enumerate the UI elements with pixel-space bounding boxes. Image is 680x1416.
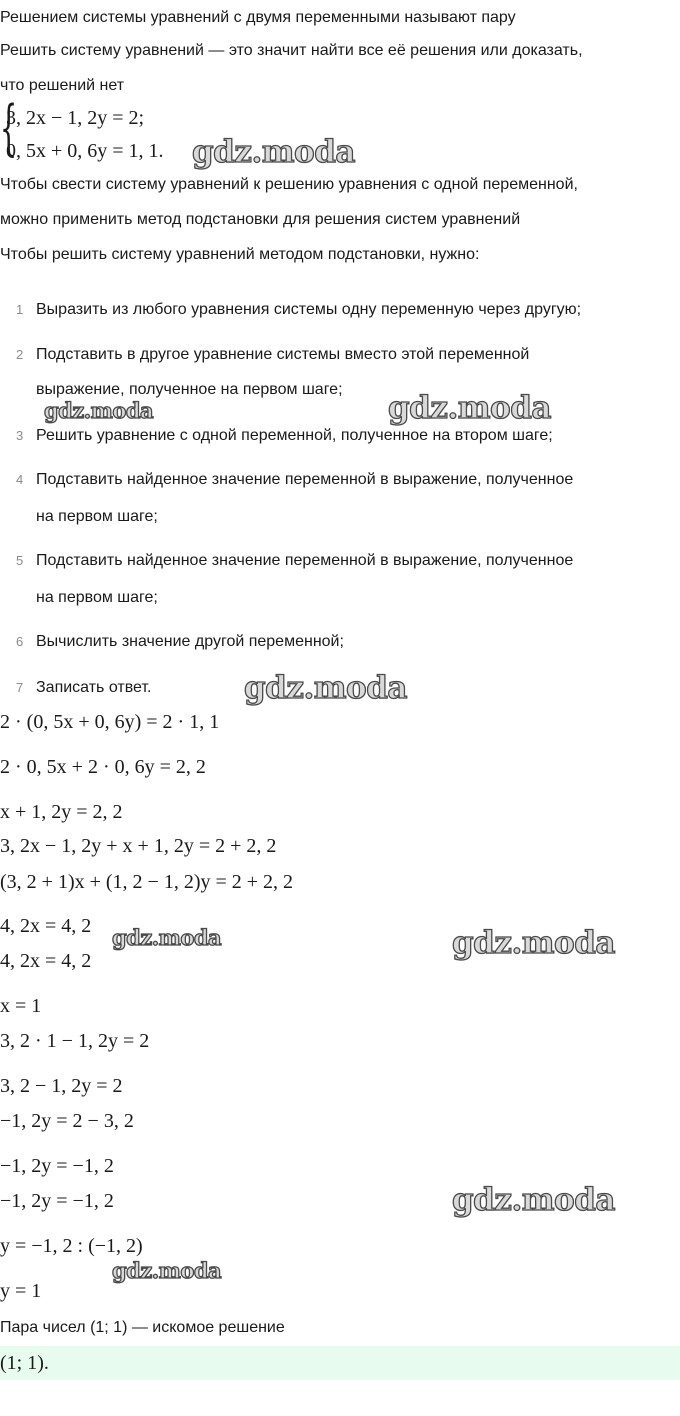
- watermark-logo: gdz.moda: [44, 398, 154, 423]
- equation-system: [0, 93, 200, 166]
- step-text: Вычислить значение другой переменной;: [36, 633, 344, 650]
- solution-line: 4, 2x = 4, 2: [0, 915, 92, 937]
- solution-line: x + 1, 2y = 2, 2: [0, 801, 123, 823]
- solution-line: y = 1: [0, 1280, 42, 1302]
- step-number: 7: [16, 680, 24, 695]
- watermark-logo: gdz.moda: [112, 1258, 222, 1283]
- step-number: 6: [16, 634, 24, 649]
- step-text: Решить уравнение с одной переменной, полученное на втором шаге;: [36, 427, 553, 444]
- watermark-logo: gdz.moda: [192, 134, 355, 170]
- solution-line: 3, 2 · 1 − 1, 2y = 2: [0, 1030, 150, 1052]
- step-number: 4: [16, 472, 24, 487]
- solution-line: (3, 2 + 1)x + (1, 2 − 1, 2)y = 2 + 2, 2: [0, 871, 294, 893]
- step-text: Выразить из любого уравнения системы одну переменную через другую;: [36, 301, 582, 318]
- step-text: выражение, полученное на первом шаге;: [36, 381, 343, 398]
- step-text: Подставить в другое уравнение системы вместо этой переменной: [36, 346, 530, 363]
- watermark-logo: gdz.moda: [452, 1182, 615, 1218]
- solution-line: −1, 2y = −1, 2: [0, 1155, 114, 1177]
- watermark-logo: gdz.moda: [244, 670, 407, 706]
- step-text: на первом шаге;: [36, 508, 158, 525]
- step-text: на первом шаге;: [36, 589, 158, 606]
- intro-line-1: Решением системы уравнений с двумя переменными называют пару: [0, 9, 516, 26]
- step-text: Записать ответ.: [36, 679, 152, 696]
- conclusion-text: Пара чисел (1; 1) — искомое решение: [0, 1319, 285, 1336]
- step-number: 2: [16, 347, 24, 362]
- system-brace: {: [0, 93, 18, 163]
- solution-line: 2 · 0, 5x + 2 · 0, 6y = 2, 2: [0, 756, 206, 778]
- answer-box: [0, 1346, 680, 1380]
- solution-line: x = 1: [0, 995, 42, 1017]
- step-number: 3: [16, 428, 24, 443]
- watermark-logo: gdz.moda: [452, 925, 615, 961]
- solution-line: 3, 2x − 1, 2y + x + 1, 2y = 2 + 2, 2: [0, 835, 277, 857]
- solution-line: 4, 2x = 4, 2: [0, 950, 92, 972]
- watermark-logo: gdz.moda: [112, 925, 222, 950]
- method-line-3: Чтобы решить систему уравнений методом подстановки, нужно:: [0, 246, 480, 263]
- step-number: 1: [16, 302, 24, 317]
- method-line-1: Чтобы свести систему уравнений к решению уравнения с одной переменной,: [0, 176, 578, 193]
- method-line-2: можно применить метод подстановки для решения систем уравнений: [0, 211, 521, 228]
- solution-line: y = −1, 2 : (−1, 2): [0, 1235, 143, 1257]
- solution-line: 2 · (0, 5x + 0, 6y) = 2 · 1, 1: [0, 711, 220, 733]
- step-text: Подставить найденное значение переменной в выражение, полученное: [36, 471, 574, 488]
- step-number: 5: [16, 553, 24, 568]
- solution-line: −1, 2y = 2 − 3, 2: [0, 1110, 134, 1132]
- step-text: Подставить найденное значение переменной в выражение, полученное: [36, 552, 574, 569]
- intro-line-3: что решений нет: [0, 77, 125, 94]
- answer-value: (1; 1).: [0, 1352, 49, 1374]
- solution-line: −1, 2y = −1, 2: [0, 1190, 114, 1212]
- watermark-logo: gdz.moda: [388, 390, 551, 426]
- system-equation-1: 3, 2x − 1, 2y = 2;: [6, 107, 145, 129]
- intro-line-2: Решить систему уравнений — это значит найти все её решения или доказать,: [0, 42, 583, 59]
- system-equation-2: 0, 5x + 0, 6y = 1, 1.: [6, 140, 164, 162]
- solution-line: 3, 2 − 1, 2y = 2: [0, 1075, 123, 1097]
